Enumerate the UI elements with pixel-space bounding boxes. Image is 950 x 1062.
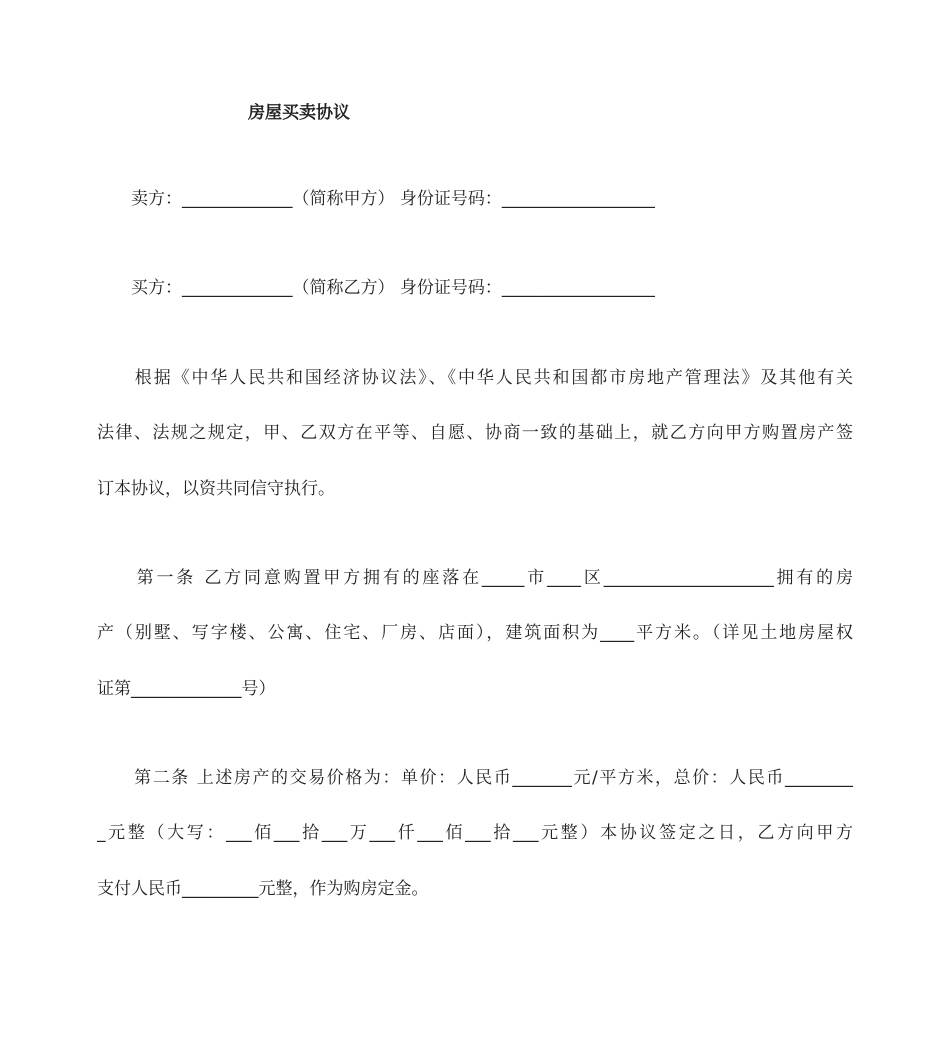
article-1-line-2: 产（别墅、写字楼、公寓、住宅、厂房、店面），建筑面积为____平方米。（详见土地房屋权: [97, 623, 853, 643]
preamble-line-3: 订本协议，以资共同信守执行。: [97, 479, 335, 499]
preamble-line-2: 法律、法规之规定，甲、乙双方在平等、自愿、协商一致的基础上，就乙方向甲方购置房产签: [97, 423, 853, 443]
article-1-line-1: 第一条 乙方同意购置甲方拥有的座落在_____市____区____________________拥有的房: [97, 568, 853, 588]
article-1-line-3: 证第_____________号）: [97, 679, 276, 699]
preamble-line-1: 根据《中华人民共和国经济协议法》、《中华人民共和国都市房地产管理法》及其他有关: [97, 368, 853, 388]
seller-line: 卖方：_____________（简称甲方） 身份证号码：__________________: [97, 189, 655, 209]
article-2-line-1: 第二条 上述房产的交易价格为：单价：人民币_______元/平方米，总价：人民币________: [97, 768, 853, 788]
article-2-line-2: _元整（大写：___佰___拾___万___仟___佰___拾___元整）本协议签定之日，乙方向甲方: [97, 823, 853, 843]
article-2-line-3: 支付人民币_________元整，作为购房定金。: [97, 879, 429, 899]
document-title: 房屋买卖协议: [248, 103, 350, 123]
buyer-line: 买方：_____________（简称乙方） 身份证号码：__________________: [97, 278, 655, 298]
